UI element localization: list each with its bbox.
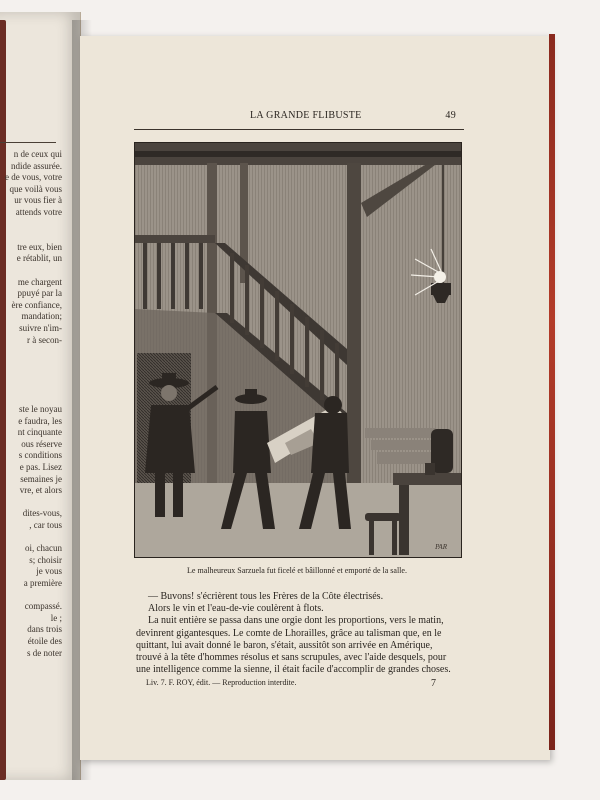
left-page-line: tre eux, bien [17,241,62,252]
left-page-line: s; choisir [29,554,62,565]
left-page-line [0,497,62,509]
left-page-line [0,590,62,602]
left-page-line [0,392,62,404]
left-page-line: , car tous [29,520,62,530]
left-page-line: vre, et alors [19,485,62,496]
left-page-line [0,532,62,544]
body-line: une intelligence comme la sienne, il était facile d'accomplir de grandes choses. [136,664,451,676]
left-page-line: ur vous fier à [14,195,62,206]
left-page-line: nt cinquante [17,427,62,438]
running-head [142,110,460,124]
running-title: LA GRANDE FLIBUSTE [250,110,362,121]
page-number: 49 [445,110,456,121]
left-page-line: dans trois [27,624,62,635]
left-page-line: n de ceux qui [13,149,62,159]
left-page-line: me chargent [17,276,62,287]
illustration-caption: Le malheureux Sarzuela fut ficelé et bâillonné et emporté de la salle. [187,566,407,575]
body-text [136,591,460,676]
left-page-text [0,149,62,659]
left-page-line: ste le noyau [19,404,62,415]
left-page-line: ère confiance, [11,299,62,310]
left-page-line [0,346,62,358]
left-page-line: le ; [50,612,62,623]
body-line: — Buvons! s'écrièrent tous les Frères de la Côte électrisés. [148,591,384,602]
left-page-line: compassé. [24,601,62,612]
left-page [0,12,81,780]
page-footer [146,678,436,690]
left-page-line: attends votre [15,206,62,217]
signature-number: 7 [431,678,436,689]
left-page-line [0,381,62,393]
left-page-line: e rétablit, un [16,253,62,264]
left-page-line: étoile des [27,635,62,646]
footer-imprint: Liv. 7. F. ROY, édit. — Reproduction interdite. [146,678,297,687]
left-page-line [0,219,62,231]
left-page-line: semaines je [20,473,62,484]
body-line: trouvé à la tête d'hommes résolus et sans scrupules, avec l'aide desquels, pour [136,651,447,663]
engraver-signature: PAR [435,543,447,551]
left-page-line: e pas. Lisez [19,462,62,473]
body-line: La nuit entière se passa dans une orgie dont les proportions, vers le matin, [148,615,444,627]
left-page-line: s conditions [18,450,62,461]
left-page-line: ndide assurée. [11,160,62,171]
left-page-line: e faudra, les [18,415,62,426]
left-page-line: oi, chacun [25,543,62,554]
body-line: devinrent gigantesques. Le comte de Lhorailles, grâce au talisman que, en le [136,627,442,639]
engraving-illustration [134,142,462,558]
left-page-line: s de noter [27,647,62,658]
left-page-line: ous réserve [21,438,62,449]
left-page-line: r à secon- [27,334,62,345]
left-page-line: e de vous, votre [5,172,62,183]
left-page-line: suivre n'im- [19,322,62,333]
left-page-line: que voilà vous [9,183,62,194]
left-page-rule [0,142,56,143]
book-edge [549,34,555,750]
left-page-line [0,230,62,242]
left-page-line: dites-vous, [22,508,62,519]
left-page-line: ppuyé par la [17,288,62,299]
left-page-line [0,265,62,277]
body-line: quittant, lui avait donné le baron, s'était, aussitôt son arrivée en Amérique, [136,639,433,651]
left-page-line: mandation; [21,311,62,322]
left-page-line [0,369,62,381]
left-page-line [0,358,62,370]
left-page-line: je vous [36,566,62,577]
left-page-line: a première [23,577,62,588]
header-rule [134,129,464,130]
body-line: Alors le vin et l'eau-de-vie coulèrent à flots. [148,603,324,615]
